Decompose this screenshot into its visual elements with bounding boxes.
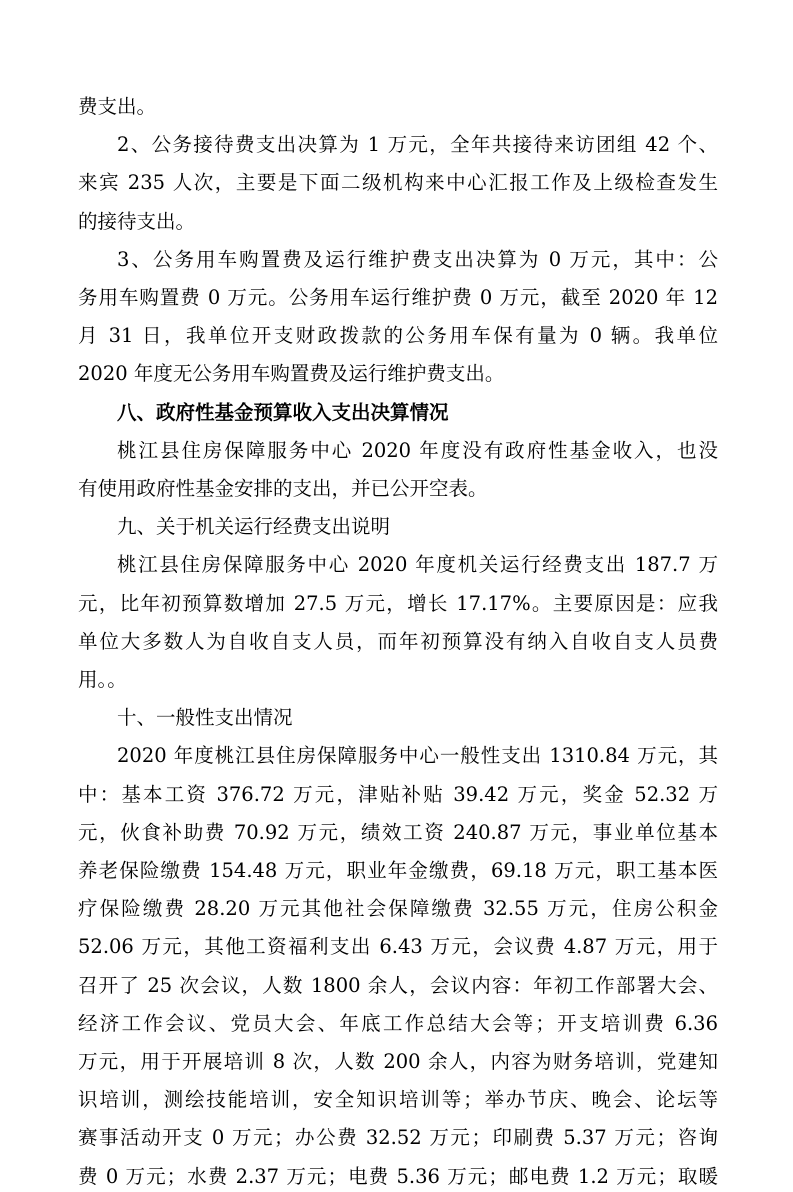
- text-line: 2020 年度无公务用车购置费及运行维护费支出。: [78, 362, 505, 386]
- text-line: 月 31 日，我单位开支财政拨款的公务用车保有量为 0 辆。我单位: [78, 324, 718, 348]
- section-heading: 八、政府性基金预算收入支出决算情况: [117, 400, 449, 424]
- text-line: 桃江县住房保障服务中心 2020 年度机关运行经费支出 187.7 万: [117, 553, 718, 577]
- text-line: 来宾 235 人次，主要是下面二级机构来中心汇报工作及上级检查发生: [78, 171, 718, 195]
- text-line: 召开了 25 次会议，人数 1800 余人，会议内容：年初工作部署大会、: [78, 973, 718, 997]
- text-line: 费 0 万元；水费 2.37 万元；电费 5.36 万元；邮电费 1.2 万元；取暖: [78, 1164, 718, 1188]
- text-line: 用。。: [78, 668, 127, 691]
- text-line: 费支出。: [78, 95, 157, 118]
- text-line: 的接待支出。: [78, 209, 196, 233]
- text-line: 单位大多数人为自收自支人员，而年初预算没有纳入自收自支人员费: [78, 629, 718, 653]
- text-line: 有使用政府性基金安排的支出，并已公开空表。: [78, 477, 488, 500]
- text-line: 52.06 万元，其他工资福利支出 6.43 万元，会议费 4.87 万元，用于: [78, 935, 718, 959]
- text-line: 2、公务接待费支出决算为 1 万元，全年共接待来访团组 42 个、: [117, 133, 718, 157]
- text-line: 万元，用于开展培训 8 次，人数 200 余人，内容为财务培训，党建知: [78, 1050, 718, 1073]
- text-line: 经济工作会议、党员大会、年底工作总结大会等；开支培训费 6.36: [78, 1011, 718, 1035]
- text-line: 十、一般性支出情况: [117, 706, 293, 730]
- text-line: 2020 年度桃江县住房保障服务中心一般性支出 1310.84 万元，其: [117, 744, 718, 768]
- text-line: 识培训，测绘技能培训，安全知识培训等；举办节庆、晚会、论坛等: [78, 1088, 718, 1112]
- text-line: 中：基本工资 376.72 万元，津贴补贴 39.42 万元，奖金 52.32 万: [78, 782, 718, 806]
- text-line: 桃江县住房保障服务中心 2020 年度没有政府性基金收入，也没: [117, 438, 718, 462]
- text-line: 九、关于机关运行经费支出说明: [117, 515, 391, 539]
- text-line: 务用车购置费 0 万元。公务用车运行维护费 0 万元，截至 2020 年 12: [78, 286, 718, 309]
- text-line: 疗保险缴费 28.20 万元其他社会保障缴费 32.55 万元，住房公积金: [78, 897, 718, 921]
- text-line: 元，比年初预算数增加 27.5 万元，增长 17.17%。主要原因是：应我: [78, 591, 718, 615]
- text-line: 3、公务用车购置费及运行维护费支出决算为 0 万元，其中：公: [117, 247, 718, 271]
- text-line: 元，伙食补助费 70.92 万元，绩效工资 240.87 万元，事业单位基本: [78, 820, 718, 844]
- text-line: 赛事活动开支 0 万元；办公费 32.52 万元；印刷费 5.37 万元；咨询: [78, 1126, 718, 1150]
- text-line: 养老保险缴费 154.48 万元，职业年金缴费，69.18 万元，职工基本医: [78, 859, 718, 882]
